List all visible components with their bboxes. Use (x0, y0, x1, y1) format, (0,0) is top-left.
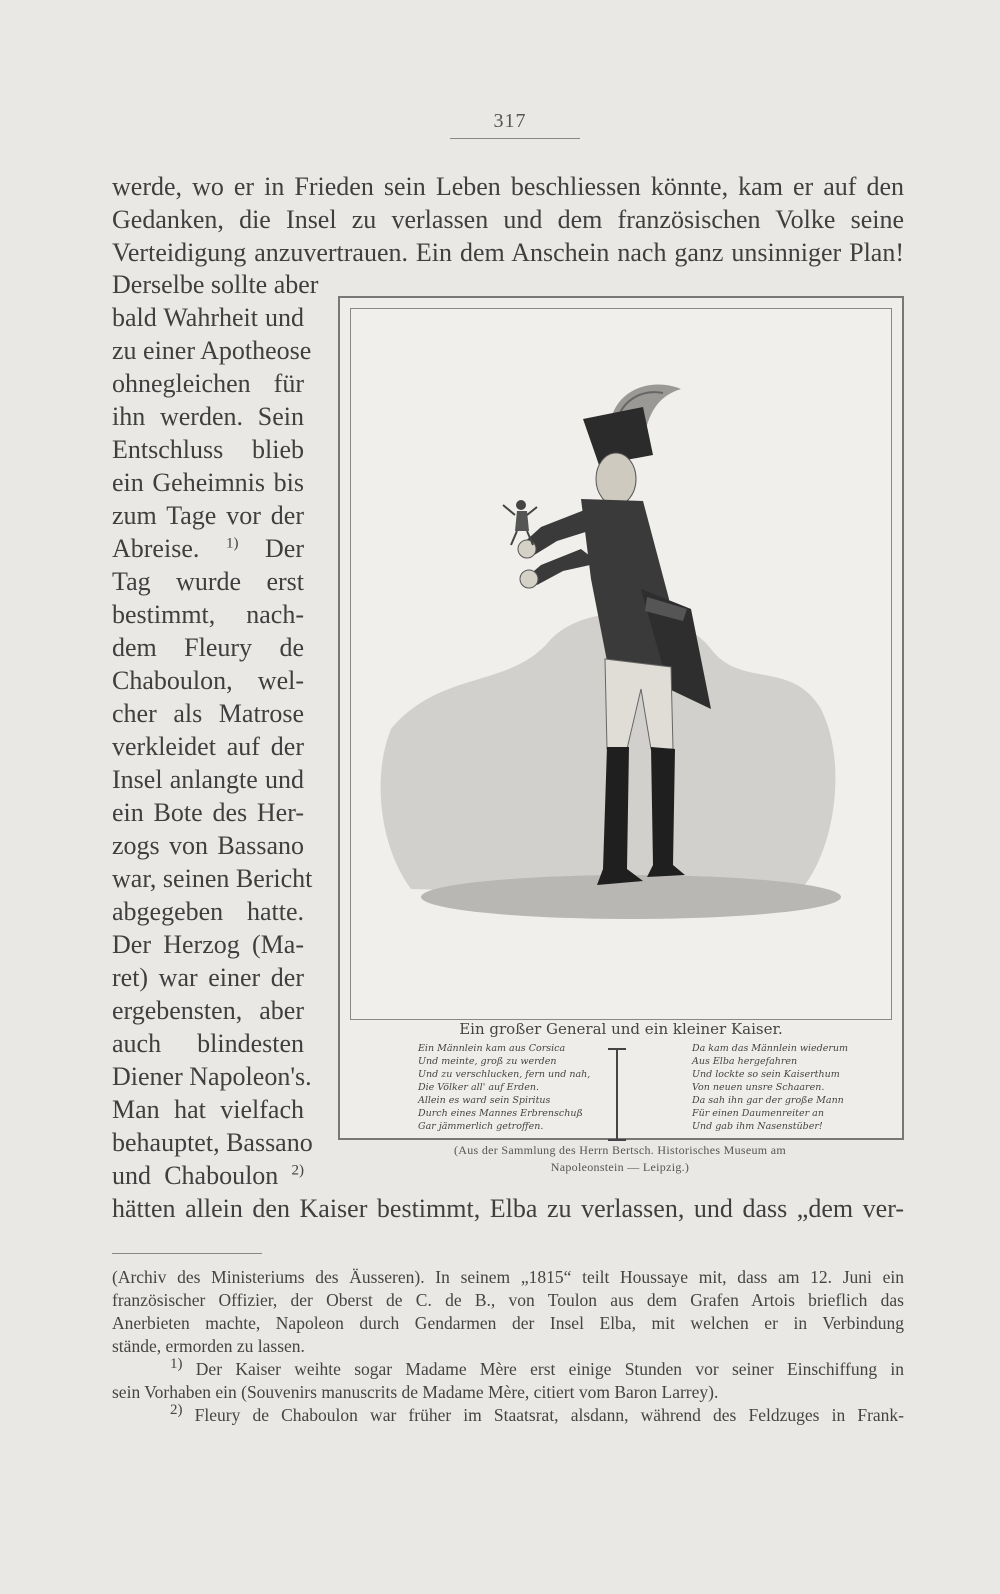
body-line: Diener Napoleon's. (112, 1062, 312, 1091)
verse-right (692, 1042, 862, 1133)
verse-line: Allein es ward sein Spiritus (418, 1095, 551, 1106)
illustration-frame (338, 296, 904, 1140)
header-rule (450, 138, 580, 139)
body-line: Insel anlangte und (112, 765, 304, 794)
body-line: dem Fleury de (112, 633, 304, 662)
verse-line: Durch eines Mannes Erbrenschuß (418, 1108, 583, 1119)
verse-line: Und gab ihm Nasenstüber! (692, 1121, 823, 1132)
body-line: verkleidet auf der (112, 732, 304, 761)
caricature-illustration (350, 308, 892, 1020)
body-line: Der Herzog (Ma- (112, 930, 304, 959)
verse-line: Und meinte, groß zu werden (418, 1056, 557, 1067)
body-line: auch blindesten (112, 1029, 304, 1058)
body-line: ohnegleichen für (112, 369, 304, 398)
body-line: Entschluss blieb (112, 435, 304, 464)
body-line: Verteidigung anzuvertrauen. Ein dem Anschein nach ganz unsinniger Plan! (112, 238, 904, 267)
body-line: ergebensten, aber (112, 996, 304, 1025)
footnote-mark: 1) (170, 1356, 183, 1373)
body-line: war, seinen Bericht (112, 864, 313, 893)
body-line: Man hat vielfach (112, 1095, 304, 1124)
body-line: Chaboulon, wel- (112, 666, 304, 695)
footnote-ref-1: 1) (225, 535, 239, 552)
illustration-caption (380, 1142, 860, 1176)
verse-divider-bottom (608, 1139, 626, 1141)
verse-line: Für einen Daumenreiter an (692, 1108, 824, 1119)
verse-line: Von neuen unsre Schaaren. (692, 1082, 825, 1093)
verse-line: Da sah ihn gar der große Mann (692, 1095, 844, 1106)
footnote-ref-2: 2) (291, 1162, 305, 1179)
general-figure-drawing (351, 309, 891, 1019)
body-line: Tag wurde erst (112, 567, 304, 596)
body-line-with-footnote (112, 534, 304, 564)
body-line: zu einer Apotheose (112, 336, 312, 365)
verse-line: Und lockte so sein Kaiserthum (692, 1069, 840, 1080)
body-line: ihn werden. Sein (112, 402, 304, 431)
footnote-text: Fleury de Chaboulon war früher im Staatsrat, alsdann, während des Feldzuges in Frank- (194, 1405, 905, 1425)
body-line-with-footnote (112, 1161, 304, 1191)
body-line: ein Geheimnis bis (112, 468, 304, 497)
footnote-line: französischer Offizier, der Oberst de C. de B., von Toulon aus dem Grafen Artois brieflich das (112, 1290, 904, 1310)
body-line: ret) war einer der (112, 963, 304, 992)
body-line: abgegeben hatte. (112, 897, 304, 926)
body-text: Abreise. (112, 534, 200, 563)
body-line: zogs von Bassano (112, 831, 304, 860)
body-line: Derselbe sollte aber (112, 270, 319, 299)
body-line: hätten allein den Kaiser bestimmt, Elba zu verlassen, und dass „dem ver- (112, 1194, 904, 1223)
footnote-line: stände, ermorden zu lassen. (112, 1336, 305, 1356)
verse-line: Da kam das Männlein wiederum (692, 1043, 849, 1054)
body-line: zum Tage vor der (112, 501, 304, 530)
footnote-text: Der Kaiser weihte sogar Madame Mère erst einige Stunden vor seiner Einschiffung in (195, 1359, 904, 1379)
body-line: behauptet, Bassano (112, 1128, 313, 1157)
footnote-2 (170, 1404, 904, 1426)
verse-line: Ein Männlein kam aus Corsica (418, 1043, 566, 1054)
body-line: Gedanken, die Insel zu verlassen und dem französischen Volke seine (112, 205, 904, 234)
body-line: werde, wo er in Frieden sein Leben beschliessen könnte, kam er auf den (112, 172, 904, 201)
caption-line: (Aus der Sammlung des Herrn Bertsch. Historisches Museum am (454, 1143, 786, 1157)
caption-line: Napoleonstein — Leipzig.) (550, 1160, 690, 1174)
footnote-1 (170, 1358, 904, 1380)
body-line: cher als Matrose (112, 699, 304, 728)
body-line: bestimmt, nach- (112, 600, 304, 629)
body-text: Der (265, 534, 304, 563)
footnote-line: (Archiv des Ministeriums des Äusseren). In seinem „1815“ teilt Houssaye mit, dass am 12. Juni ein (112, 1267, 904, 1287)
body-line: ein Bote des Her- (112, 798, 304, 827)
verse-line: Aus Elba hergefahren (692, 1056, 798, 1067)
footnote-rule (112, 1253, 262, 1254)
verse-line: Die Völker all' auf Erden. (418, 1082, 539, 1093)
verse-divider (616, 1048, 618, 1140)
footnote-line: sein Vorhaben ein (Souvenirs manuscrits de Madame Mère, citiert vom Baron Larrey). (112, 1382, 719, 1402)
body-line: bald Wahrheit und (112, 303, 304, 332)
page-number: 317 (493, 110, 527, 132)
verse-left (418, 1042, 603, 1133)
footnote-line: Anerbieten machte, Napoleon durch Gendarmen der Insel Elba, mit welchen er in Verbindung (112, 1313, 904, 1333)
verse-line: Gar jämmerlich getroffen. (418, 1121, 544, 1132)
footnote-mark: 2) (170, 1402, 183, 1419)
verse-line: Und zu verschlucken, fern und nah, (418, 1069, 591, 1080)
body-text: und Chaboulon (112, 1161, 279, 1190)
illustration-title: Ein großer General und ein kleiner Kaiser. (459, 1020, 783, 1038)
